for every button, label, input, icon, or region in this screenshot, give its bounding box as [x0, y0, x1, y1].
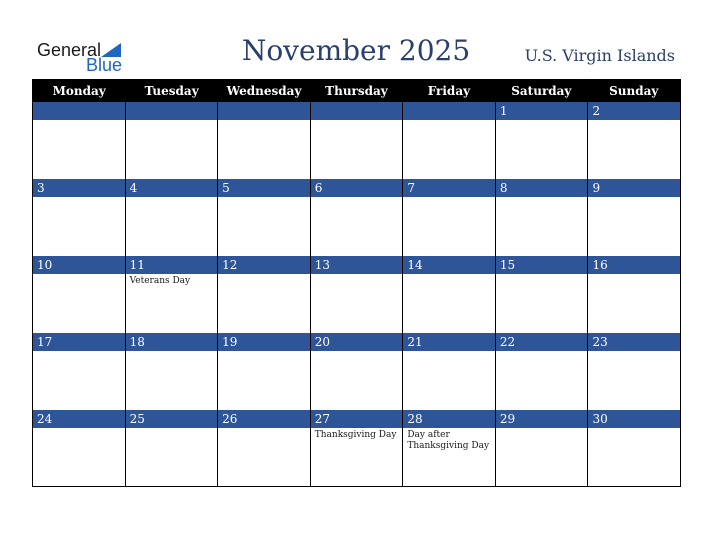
day-number [33, 102, 125, 120]
weekday-saturday: Saturday [511, 84, 572, 98]
logo-blue-text: Blue [86, 55, 123, 75]
weekday-sunday: Sunday [609, 84, 659, 98]
day-number [126, 102, 218, 120]
holiday-label [496, 197, 588, 256]
day-number: 10 [33, 256, 125, 274]
holiday-label [33, 120, 125, 179]
day-number: 1 [496, 102, 588, 120]
holiday-label [218, 351, 310, 410]
holiday-label [33, 197, 125, 256]
day-number: 24 [33, 410, 125, 428]
holiday-label [588, 428, 680, 487]
day-number: 16 [588, 256, 680, 274]
calendar-day-cell [126, 179, 219, 256]
calendar-day-cell [311, 410, 404, 487]
day-number: 4 [126, 179, 218, 197]
calendar-day-cell [403, 179, 496, 256]
holiday-label [496, 428, 588, 487]
holiday-label [588, 197, 680, 256]
calendar-day-cell [33, 179, 126, 256]
holiday-label [496, 120, 588, 179]
calendar-day-cell [588, 102, 680, 179]
calendar-day-cell [218, 410, 311, 487]
calendar-week [33, 179, 680, 256]
day-number: 25 [126, 410, 218, 428]
calendar-week [33, 333, 680, 410]
holiday-label [311, 274, 403, 333]
day-number: 19 [218, 333, 310, 351]
weekday-monday: Monday [52, 84, 106, 98]
calendar-day-cell [403, 102, 496, 179]
holiday-label [403, 274, 495, 333]
calendar-day-cell [496, 179, 589, 256]
holiday-label [311, 197, 403, 256]
holiday-label [496, 351, 588, 410]
holiday-label [496, 274, 588, 333]
weekday-friday: Friday [427, 84, 471, 98]
calendar-day-cell [403, 333, 496, 410]
calendar-day-cell [588, 333, 680, 410]
calendar-day-cell [311, 102, 404, 179]
day-number: 27 [311, 410, 403, 428]
calendar-week [33, 102, 680, 179]
holiday-label [311, 120, 403, 179]
calendar-day-cell [311, 333, 404, 410]
weekday-header [33, 80, 680, 102]
day-number: 6 [311, 179, 403, 197]
day-number: 2 [588, 102, 680, 120]
day-number: 22 [496, 333, 588, 351]
day-number [403, 102, 495, 120]
calendar-day-cell [218, 256, 311, 333]
holiday-label [403, 120, 495, 179]
day-number: 5 [218, 179, 310, 197]
logo-triangle-icon [101, 43, 121, 57]
day-number: 26 [218, 410, 310, 428]
holiday-label [218, 197, 310, 256]
day-number: 15 [496, 256, 588, 274]
day-number: 21 [403, 333, 495, 351]
calendar-day-cell [311, 256, 404, 333]
calendar-day-cell [496, 102, 589, 179]
calendar-week [33, 256, 680, 333]
calendar-day-cell [126, 333, 219, 410]
calendar-day-cell [126, 102, 219, 179]
page-title: November 2025 [241, 34, 471, 67]
day-number: 28 [403, 410, 495, 428]
day-number [218, 102, 310, 120]
holiday-label [311, 351, 403, 410]
day-number: 23 [588, 333, 680, 351]
holiday-label [588, 351, 680, 410]
holiday-label [218, 428, 310, 487]
day-number: 17 [33, 333, 125, 351]
calendar-grid [32, 79, 681, 487]
holiday-label [33, 351, 125, 410]
calendar-day-cell [496, 410, 589, 487]
calendar-day-cell [218, 102, 311, 179]
calendar-day-cell [403, 256, 496, 333]
calendar-day-cell [33, 102, 126, 179]
calendar-day-cell [588, 256, 680, 333]
calendar-day-cell [126, 256, 219, 333]
holiday-label [33, 428, 125, 487]
calendar-week [33, 410, 680, 487]
holiday-label [403, 351, 495, 410]
holiday-label: Thanksgiving Day [314, 430, 397, 440]
day-number: 3 [33, 179, 125, 197]
day-number: 13 [311, 256, 403, 274]
holiday-label [218, 274, 310, 333]
day-number: 7 [403, 179, 495, 197]
calendar-day-cell [218, 333, 311, 410]
holiday-label [126, 351, 218, 410]
calendar-day-cell [403, 410, 496, 487]
calendar-day-cell [311, 179, 404, 256]
holiday-label [403, 197, 495, 256]
weekday-wednesday: Wednesday [226, 84, 302, 98]
holiday-label [126, 428, 218, 487]
holiday-label [33, 274, 125, 333]
calendar-day-cell [33, 410, 126, 487]
holiday-label [126, 197, 218, 256]
calendar-day-cell [588, 179, 680, 256]
holiday-label [218, 120, 310, 179]
logo-general-text: General [37, 40, 102, 60]
day-number: 8 [496, 179, 588, 197]
calendar-day-cell [496, 333, 589, 410]
day-number: 30 [588, 410, 680, 428]
day-number: 20 [311, 333, 403, 351]
holiday-label: Day after Thanksgiving Day [407, 430, 490, 451]
weekday-thursday: Thursday [325, 84, 388, 98]
calendar-day-cell [126, 410, 219, 487]
day-number: 14 [403, 256, 495, 274]
region-label: U.S. Virgin Islands [524, 46, 675, 65]
day-number: 9 [588, 179, 680, 197]
holiday-label [588, 274, 680, 333]
day-number [311, 102, 403, 120]
holiday-label [126, 120, 218, 179]
calendar-day-cell [588, 410, 680, 487]
calendar-day-cell [33, 333, 126, 410]
holiday-label [588, 120, 680, 179]
holiday-label: Veterans Day [129, 276, 191, 286]
day-number: 29 [496, 410, 588, 428]
day-number: 12 [218, 256, 310, 274]
weekday-tuesday: Tuesday [144, 84, 199, 98]
day-number: 11 [126, 256, 218, 274]
calendar-day-cell [218, 179, 311, 256]
calendar-day-cell [496, 256, 589, 333]
day-number: 18 [126, 333, 218, 351]
calendar-day-cell [33, 256, 126, 333]
generalblue-logo [37, 40, 137, 74]
